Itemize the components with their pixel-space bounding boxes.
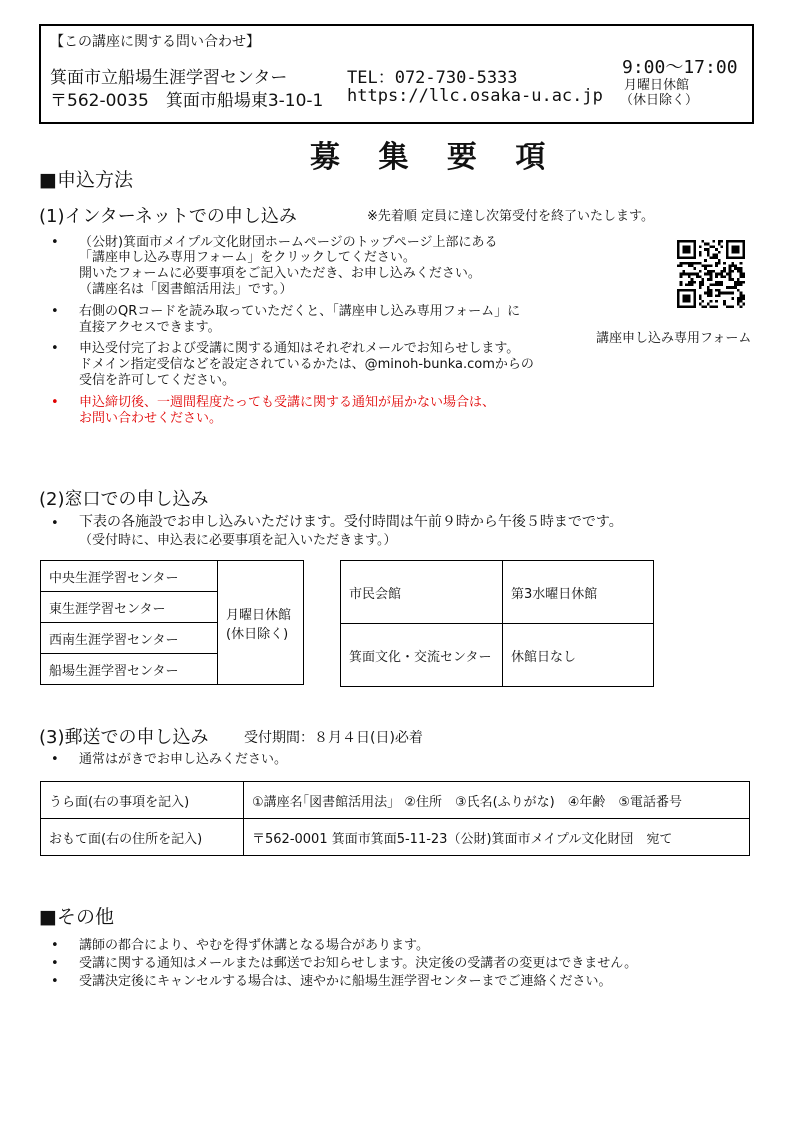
other-heading: ■その他 — [39, 906, 114, 928]
internet-b3-l2: ドメイン指定受信などを設定されているかたは、@minoh-bunka.comからの — [79, 357, 534, 372]
facility-closed-line2: (休日除く) — [226, 626, 289, 642]
mail-b1: 通常はがきでお申し込みください。 — [79, 752, 288, 767]
internet-b2-l2: 直接アクセスできます。 — [79, 320, 221, 335]
window-b1-l1: 下表の各施設でお申し込みいただけます。受付時間は午前９時から午後５時までです。 — [79, 514, 623, 530]
bullet-dot: • — [51, 341, 59, 356]
other-b3: 受講決定後にキャンセルする場合は、速やかに船場生涯学習センターまでご連絡ください。 — [79, 974, 612, 989]
bullet-dot: • — [51, 395, 59, 410]
internet-b2-l1: 右側のQRコードを読み取っていただくと、「講座申し込み専用フォーム」に — [79, 304, 521, 319]
bullet-dot: • — [51, 235, 59, 250]
facility-name: 船場生涯学習センター — [41, 654, 218, 685]
internet-b1-l2: 「講座申し込み専用フォーム」をクリックしてください。 — [79, 250, 416, 265]
mail-row-label: おもて面(右の住所を記入) — [41, 819, 244, 856]
facility-name: 市民会館 — [341, 561, 503, 624]
bullet-dot: • — [51, 938, 59, 953]
qr-code-image[interactable] — [677, 240, 745, 308]
other-b1: 講師の都合により、やむを得ず休講となる場合があります。 — [79, 938, 429, 953]
contact-hours: 9:00～17:00 — [622, 57, 738, 78]
facility-closed: 第3水曜日休館 — [503, 561, 654, 624]
contact-address: 〒562-0035 箕面市船場東3-10-1 — [50, 91, 324, 111]
mail-row-value: 〒562-0001 箕面市箕面5-11-23（公財)箕面市メイプル文化財団 宛て — [244, 819, 750, 856]
internet-b4-l1: 申込締切後、一週間程度たっても受講に関する通知が届かない場合は、 — [79, 395, 496, 410]
mail-period: 受付期間：８月４日(日)必着 — [244, 730, 423, 746]
facility-closed: 休館日なし — [503, 624, 654, 687]
facility-name: 東生涯学習センター — [41, 592, 218, 623]
window-heading: (2)窓口での申し込み — [39, 489, 209, 510]
bullet-dot: • — [51, 752, 59, 767]
facility-name: 箕面文化・交流センター — [341, 624, 503, 687]
facility-table-right — [340, 560, 654, 687]
section-apply-heading: ■申込方法 — [39, 169, 133, 191]
internet-b3-l1: 申込受付完了および受講に関する通知はそれぞれメールでお知らせします。 — [79, 341, 520, 356]
contact-closed: 月曜日休館 — [624, 78, 690, 93]
bullet-dot: • — [51, 974, 59, 989]
qr-caption: 講座申し込み専用フォーム — [596, 331, 752, 346]
facility-closed-line1: 月曜日休館 — [226, 607, 292, 623]
internet-b1-l3: 開いたフォームに必要事項をご記入いただき、お申し込みください。 — [79, 266, 481, 281]
bullet-dot: • — [51, 956, 59, 971]
bullet-dot: • — [51, 304, 59, 319]
contact-org: 箕面市立船場生涯学習センター — [50, 68, 288, 88]
mail-table — [40, 781, 750, 856]
contact-closed-note: （休日除く） — [620, 93, 699, 108]
window-b1-l2: （受付時に、申込表に必要事項を記入いただきます。） — [79, 533, 397, 548]
contact-label: 【この講座に関する問い合わせ】 — [50, 34, 260, 50]
other-b2: 受講に関する通知はメールまたは郵送でお知らせします。決定後の受講者の変更はできません。 — [79, 956, 638, 971]
internet-note: ※先着順 定員に達し次第受付を終了いたします。 — [367, 209, 654, 224]
internet-b1-l4: （講座名は「図書館活用法」です。） — [79, 282, 293, 297]
mail-row-label: うら面(右の事項を記入) — [41, 782, 244, 819]
internet-heading: (1)インターネットでの申し込み — [39, 206, 297, 227]
mail-heading: (3)郵送での申し込み — [39, 727, 209, 748]
facility-table-left — [40, 560, 304, 685]
internet-b1-l1: （公財)箕面市メイプル文化財団ホームページのトップページ上部にある — [79, 235, 498, 250]
facility-closed — [218, 561, 304, 685]
mail-row-value: ①講座名｢図書館活用法」 ②住所 ③氏名(ふりがな) ④年齢 ⑤電話番号 — [244, 782, 750, 819]
bullet-dot: • — [51, 516, 59, 531]
internet-b3-l3: 受信を許可してください。 — [79, 373, 236, 388]
facility-name: 西南生涯学習センター — [41, 623, 218, 654]
page-title: 募 集 要 項 — [310, 140, 560, 175]
facility-name: 中央生涯学習センター — [41, 561, 218, 592]
contact-url[interactable]: https://llc.osaka-u.ac.jp — [347, 86, 603, 106]
contact-tel: TEL：072-730-5333 — [347, 68, 518, 88]
internet-b4-l2: お問い合わせください。 — [79, 411, 223, 426]
